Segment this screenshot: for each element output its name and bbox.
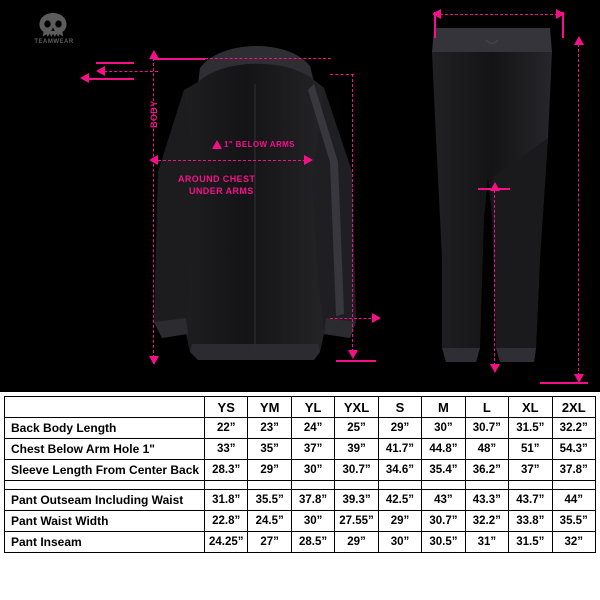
cell: 42.5” (378, 490, 421, 511)
cell: 31.5” (509, 418, 552, 439)
pant-inseam-top-tick (478, 188, 510, 190)
cell: 25” (335, 418, 378, 439)
pant-inseam-arrow-down (490, 364, 500, 373)
row-label-pant-waist-width: Pant Waist Width (5, 511, 205, 532)
pant-waist-dimension-line (440, 14, 558, 15)
below-arms-label: 1" BELOW ARMS (224, 140, 295, 149)
table-row (5, 439, 596, 460)
cell: 37.8” (291, 490, 334, 511)
cell: 30.5” (422, 532, 465, 553)
cell: 44.8” (422, 439, 465, 460)
size-chart-table (4, 396, 596, 553)
cell: 29” (335, 532, 378, 553)
row-label-pant-inseam: Pant Inseam (5, 532, 205, 553)
chest-arrow-right (304, 155, 313, 165)
sleeve-center-back-line (104, 71, 158, 72)
cell: 37” (509, 460, 552, 481)
pant-waist-tick-left (434, 12, 436, 38)
cell: 54.3” (552, 439, 596, 460)
spacer-cell (291, 481, 334, 490)
collar-guide-line (205, 58, 331, 59)
row-label-pant-outseam: Pant Outseam Including Waist (5, 490, 205, 511)
spacer-cell (205, 481, 248, 490)
pant-waist-tick-right (562, 12, 564, 38)
row-label-sleeve-length: Sleeve Length From Center Back (5, 460, 205, 481)
sleeve-tick-a (96, 62, 134, 64)
table-row (5, 511, 596, 532)
cell: 24.25” (205, 532, 248, 553)
cell: 31.5” (509, 532, 552, 553)
cell: 22” (205, 418, 248, 439)
brand-logo-text: TEAMWEAR (34, 39, 74, 45)
cell: 30.7” (465, 418, 508, 439)
spacer-cell (5, 481, 205, 490)
shoulder-top-tick (153, 58, 205, 60)
cell: 30” (378, 532, 421, 553)
table-row (5, 418, 596, 439)
cell: 30.7” (335, 460, 378, 481)
spacer-cell (335, 481, 378, 490)
cell: 30.7” (422, 511, 465, 532)
cell: 29” (378, 511, 421, 532)
cell: 27.55” (335, 511, 378, 532)
pants-illustration (412, 18, 572, 376)
cuff-guide-line (330, 318, 376, 319)
pant-inseam-dimension-line (494, 190, 495, 366)
cell: 35.4” (422, 460, 465, 481)
cell: 34.6” (378, 460, 421, 481)
spacer-cell (552, 481, 596, 490)
header-m: M (422, 397, 465, 418)
cell: 43.7” (509, 490, 552, 511)
cell: 48” (465, 439, 508, 460)
cell: 37” (291, 439, 334, 460)
cell: 35.5” (248, 490, 291, 511)
pant-outseam-dimension-line (578, 44, 579, 376)
cell: 33.8” (509, 511, 552, 532)
table-spacer-row (5, 481, 596, 490)
sleeve-length-arrow-down (348, 350, 358, 359)
table-header-row (5, 397, 596, 418)
table-row (5, 532, 596, 553)
header-yl: YL (291, 397, 334, 418)
spacer-cell (465, 481, 508, 490)
table-row (5, 490, 596, 511)
sleeve-center-arrow-left (96, 66, 105, 76)
cell: 29” (378, 418, 421, 439)
cell: 30” (291, 511, 334, 532)
cell: 39.3” (335, 490, 378, 511)
row-label-chest-below-arm-hole: Chest Below Arm Hole 1" (5, 439, 205, 460)
cell: 24.5” (248, 511, 291, 532)
cell: 32.2” (552, 418, 596, 439)
spacer-cell (422, 481, 465, 490)
cell: 51” (509, 439, 552, 460)
around-chest-label-line2: UNDER ARMS (189, 186, 254, 196)
cell: 35” (248, 439, 291, 460)
cell: 43” (422, 490, 465, 511)
body-length-arrow-down (149, 356, 159, 365)
cell: 32.2” (465, 511, 508, 532)
spacer-cell (378, 481, 421, 490)
pant-outseam-bottom-tick (540, 382, 588, 384)
cell: 43.3” (465, 490, 508, 511)
header-s: S (378, 397, 421, 418)
pant-inseam-arrow-up (490, 182, 500, 191)
spacer-cell (509, 481, 552, 490)
header-l: L (465, 397, 508, 418)
around-chest-label-line1: AROUND CHEST (178, 174, 256, 184)
cell: 28.3” (205, 460, 248, 481)
cell: 23” (248, 418, 291, 439)
cell: 39” (335, 439, 378, 460)
cell: 32” (552, 532, 596, 553)
skull-logo-icon (36, 12, 70, 38)
chest-dimension-line (158, 160, 306, 161)
table-row (5, 460, 596, 481)
cell: 41.7” (378, 439, 421, 460)
cell: 31.8” (205, 490, 248, 511)
body-length-label: BODY (149, 100, 159, 128)
cell: 37.8” (552, 460, 596, 481)
header-xl: XL (509, 397, 552, 418)
cell: 35.5” (552, 511, 596, 532)
cell: 28.5” (291, 532, 334, 553)
row-label-back-body-length: Back Body Length (5, 418, 205, 439)
cell: 31” (465, 532, 508, 553)
below-arms-arrow (212, 140, 222, 149)
chest-arrow-left (149, 155, 158, 165)
header-ys: YS (205, 397, 248, 418)
sleeve-tick-b (88, 78, 134, 80)
sleeve-top-connector (330, 74, 354, 75)
pant-waist-arrow-right (556, 9, 565, 19)
cell: 36.2” (465, 460, 508, 481)
cell: 22.8” (205, 511, 248, 532)
sleeve-tick-arrow (80, 73, 89, 83)
header-ym: YM (248, 397, 291, 418)
cell: 33” (205, 439, 248, 460)
header-yxl: YXL (335, 397, 378, 418)
cell: 30” (422, 418, 465, 439)
cuff-arrow-right (372, 313, 381, 323)
cell: 27” (248, 532, 291, 553)
header-2xl: 2XL (552, 397, 596, 418)
sleeve-length-line (352, 74, 353, 352)
cell: 44” (552, 490, 596, 511)
sleeve-cuff-tick (336, 360, 376, 362)
cell: 30” (291, 460, 334, 481)
spacer-cell (248, 481, 291, 490)
brand-logo (14, 12, 94, 58)
cell: 24” (291, 418, 334, 439)
cell: 29” (248, 460, 291, 481)
pant-outseam-arrow-up (574, 36, 584, 45)
header-measure (5, 397, 205, 418)
size-table-container (0, 392, 600, 600)
